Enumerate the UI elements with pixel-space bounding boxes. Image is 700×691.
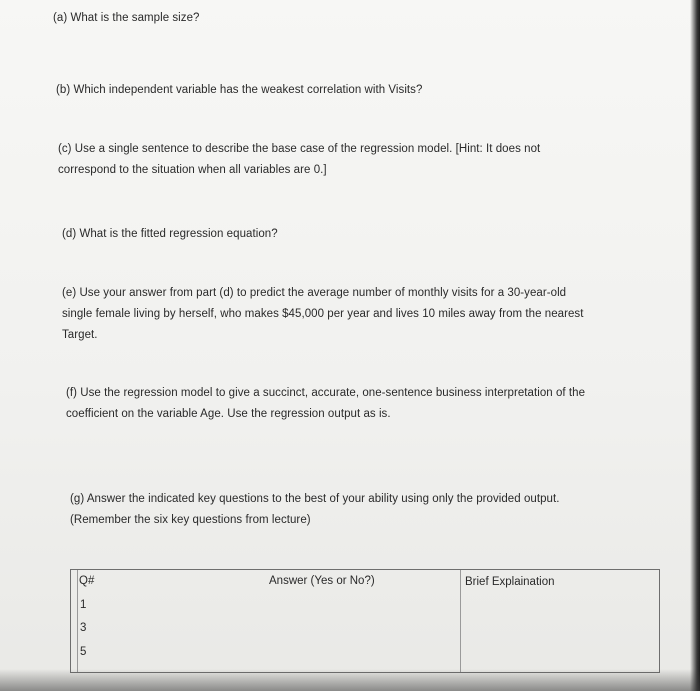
- question-a: [53, 8, 199, 29]
- photo-edge-shadow: [690, 0, 700, 691]
- question-e-line-3: Target.: [62, 329, 98, 341]
- question-f: [66, 383, 585, 425]
- table-header-explanation: Brief Explaination: [465, 576, 555, 588]
- table-header-q-number: Q#: [79, 575, 95, 587]
- question-d: [62, 224, 278, 245]
- question-c-line-2: correspond to the situation when all variables are 0.]: [58, 164, 327, 176]
- question-g-line-2: (Remember the six key questions from lecture): [70, 514, 311, 526]
- question-g-line-1: (g) Answer the indicated key questions to the best of your ability using only the provided output.: [70, 493, 560, 505]
- question-f-line-2: coefficient on the variable Age. Use the regression output as is.: [66, 408, 391, 420]
- question-b: [56, 80, 422, 101]
- photo-bottom-shadow: [0, 669, 700, 691]
- table-row-q-number: 1: [80, 599, 87, 611]
- question-e-line-1: (e) Use your answer from part (d) to predict the average number of monthly visits for a 30-year-old: [62, 287, 567, 299]
- question-g: [70, 489, 559, 531]
- question-c-line-1: (c) Use a single sentence to describe the base case of the regression model. [Hint: It does not: [58, 143, 541, 155]
- table-column-divider: [77, 570, 78, 672]
- question-f-line-1: (f) Use the regression model to give a succinct, accurate, one-sentence business interpretation of the: [66, 387, 586, 399]
- question-e-line-2: single female living by herself, who makes $45,000 per year and lives 10 miles away from the nearest: [62, 308, 584, 320]
- key-questions-table: [70, 569, 660, 673]
- table-header-answer: Answer (Yes or No?): [269, 575, 375, 587]
- question-e: [62, 283, 583, 346]
- question-c: [58, 139, 540, 181]
- question-a-line-1: (a) What is the sample size?: [53, 12, 200, 24]
- table-row-q-number: 5: [80, 646, 87, 658]
- question-b-line-1: (b) Which independent variable has the weakest correlation with Visits?: [56, 84, 423, 96]
- question-d-line-1: (d) What is the fitted regression equation?: [62, 228, 278, 240]
- table-column-divider: [460, 570, 461, 672]
- table-row-q-number: 3: [80, 622, 87, 634]
